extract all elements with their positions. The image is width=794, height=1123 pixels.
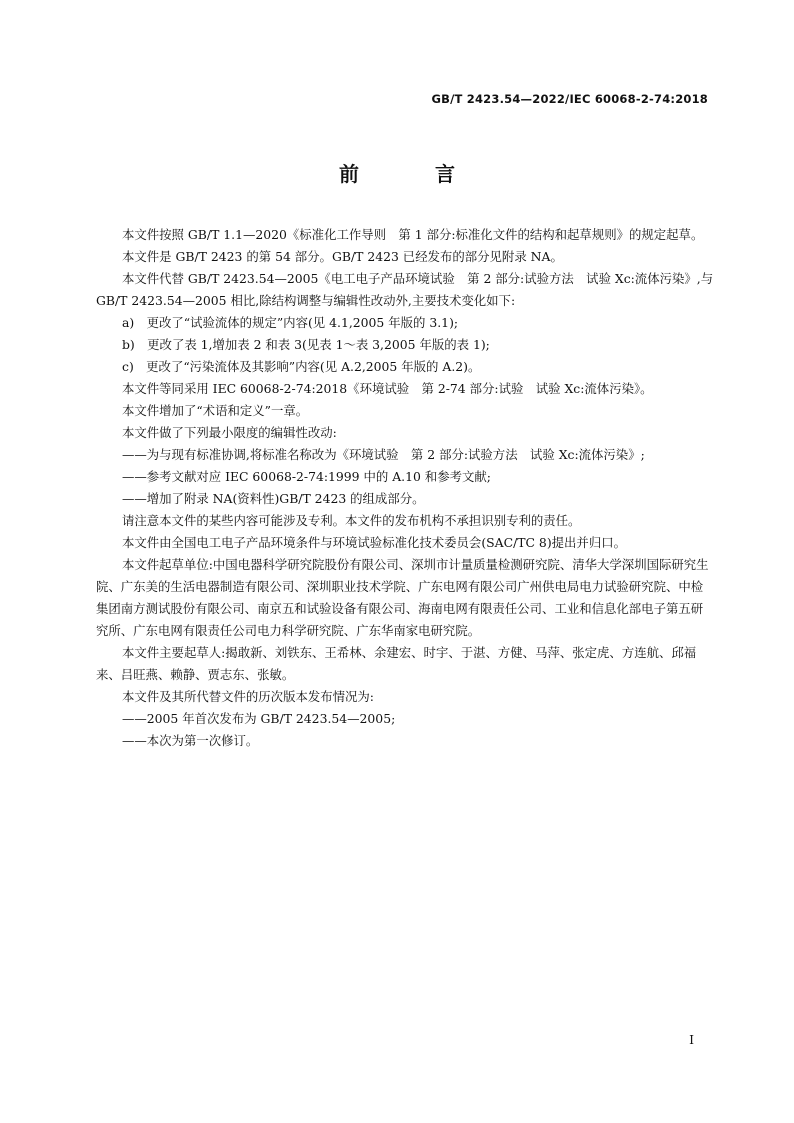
paragraph-replaces: 本文件代替 GB/T 2423.54—2005《电工电子产品环境试验 第 2 部分:试验方法 试验 Xc:流体污染》,与 GB/T 2423.54—2005 相比,除结构调整与编辑性改动外,主要技术变化如下: [96, 271, 718, 308]
list-item-a: a) 更改了“试验流体的规定”内容(见 4.1,2005 年版的 3.1); [122, 315, 459, 330]
page-number: I [689, 1032, 694, 1047]
standard-code-header: GB/T 2423.54—2022/IEC 60068-2-74:2018 [431, 92, 708, 106]
dash-item-annex-na: ——增加了附录 NA(资料性)GB/T 2423 的组成部分。 [122, 491, 425, 506]
dash-item-title-change: ——为与现有标准协调,将标准名称改为《环境试验 第 2 部分:试验方法 试验 Xc:流体污染》; [122, 447, 645, 462]
dash-item-bibliography: ——参考文献对应 IEC 60068-2-74:1999 中的 A.10 和参考文献; [122, 469, 491, 484]
dash-item-first-edition: ——2005 年首次发布为 GB/T 2423.54—2005; [122, 711, 396, 726]
paragraph-part-number: 本文件是 GB/T 2423 的第 54 部分。GB/T 2423 已经发布的部分见附录 NA。 [122, 249, 563, 264]
document-body [96, 224, 718, 752]
paragraph-editorial-changes: 本文件做了下列最小限度的编辑性改动: [122, 425, 337, 440]
list-item-b: b) 更改了表 1,增加表 2 和表 3(见表 1～表 3,2005 年版的表 1); [122, 337, 490, 352]
paragraph-drafting-rules: 本文件按照 GB/T 1.1—2020《标准化工作导则 第 1 部分:标准化文件的结构和起草规则》的规定起草。 [122, 227, 704, 242]
paragraph-patent-notice: 请注意本文件的某些内容可能涉及专利。本文件的发布机构不承担识别专利的责任。 [122, 513, 581, 528]
paragraph-drafting-units: 本文件起草单位:中国电器科学研究院股份有限公司、深圳市计量质量检测研究院、清华大学深圳国际研究生院、广东美的生活电器制造有限公司、深圳职业技术学院、广东电网有限公司广州供电局电力试验研究院、中检集团南方测试股份有限公司、南京五和试验设备有限公司、海南电网有限责任公司、工业和信息化部电子第五研究所、广东电网有限责任公司电力科学研究院、广东华南家电研究院。 [96, 557, 709, 638]
paragraph-added-chapter: 本文件增加了“术语和定义”一章。 [122, 403, 309, 418]
paragraph-drafters: 本文件主要起草人:揭敢新、刘铁东、王希林、余建宏、时宇、于湛、方健、马萍、张定虎、方连航、邱福来、吕旺燕、赖静、贾志东、张敏。 [96, 645, 697, 682]
paragraph-history-intro: 本文件及其所代替文件的历次版本发布情况为: [122, 689, 374, 704]
page-title: 前 言 [339, 162, 483, 186]
paragraph-identical-adoption: 本文件等同采用 IEC 60068-2-74:2018《环境试验 第 2-74 部分:试验 试验 Xc:流体污染》。 [122, 381, 653, 396]
list-item-c: c) 更改了“污染流体及其影响”内容(见 A.2,2005 年版的 A.2)。 [122, 359, 481, 374]
dash-item-revision: ——本次为第一次修订。 [122, 733, 259, 748]
paragraph-proposer: 本文件由全国电工电子产品环境条件与环境试验标准化技术委员会(SAC/TC 8)提出并归口。 [122, 535, 626, 550]
